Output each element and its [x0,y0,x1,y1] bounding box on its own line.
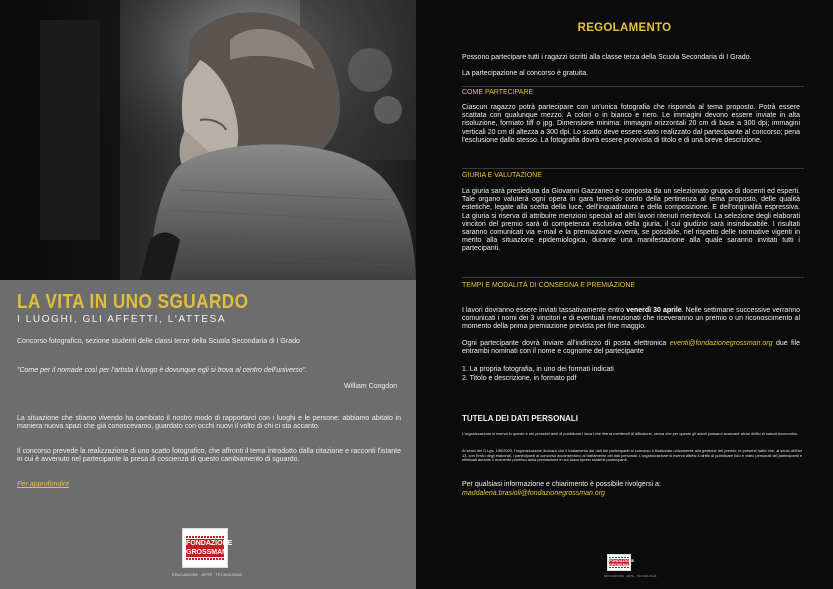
how-to-participate-text: Ciascun ragazzo potrà partecipare con un'unica fotografia che risponda al tema proposto. Potrà essere scattata con qualunque mezzo. A colori o in bianco e nero. Le immagini devono essere inviate in alta risoluzione, formato tiff o jpg. Dimensione minima: immagini orizzontali 20 cm di base a 300 dpi; immagini verticali 20 cm di altezza a 300 dpi. Lo scatto deve essere stato realizzato dal partecipante al concorso; pena l'esclusione dallo stesso. La fotografia dovrà essere provvista di titolo e di una breve descrizione. [462,104,800,144]
contact-email-link[interactable]: maddalena.brasioli@fondazionegrossman.org [462,490,605,497]
logo-caption: EDUCAZIONE · ARTE · TECNOLOGIA [604,574,657,578]
fondazione-grossman-logo [182,528,233,568]
page-subtitle: I LUOGHI, GLI AFFETTI, L'ATTESA [17,314,227,325]
submission-text: Ogni partecipante dovrà inviare all'indirizzo di posta elettronica eventi@fondazionegrossman.org due file entrambi nominati con il nome e cognome del partecipante [462,340,800,356]
logo-line-2: GROSSMAN [609,562,632,567]
quote-author: William Congdon [344,383,397,390]
logo-line-2: GROSSMAN [186,549,228,556]
logo-line-1: FONDAZIONE [186,539,233,547]
quote-text: "Come per il nomade così per l'artista il luogo è dovunque egli si trova al centro dell'universo". [17,367,308,374]
cover-photo [0,0,416,280]
section-jury: GIURIA E VALUTAZIONE [462,172,542,179]
contest-paragraph: Il concorso prevede la realizzazione di uno scatto fotografico, che affronti il tema introdotto dalla citazione e racconti l'istante in cui è avvenuto nel partecipante la presa di coscienza di questo cambiamento di sguardo. [17,448,401,464]
jury-text: La giuria sarà presieduta da Giovanni Gazzaneo e composta da un selezionato gruppo di docenti ed esperti. Tale organo valuterà ogni opera in gara tenendo conto della pertinenza al tema proposto, delle qualità estetiche, legate alla scelta della luce, dell'inquadratura e della composizione. E dell'originalità espressiva. La giuria si riserva di attribuire menzioni speciali ad altri lavori ritenuti meritevoli. La selezione degli elaborati vincitori del premio sarà di competenza esclusiva della giuria, il cui giudizio sarà insindacabile. I risultati saranno comunicati via e-mail e la premiazione avverrà, se possibile, nel rispetto delle normative vigenti in merito alla situazione epidemiologica, durante una manifestazione alla quale saranno invitati tutti i partecipanti. [462,188,800,253]
page-title: LA VITA IN UNO SGUARDO [17,291,249,313]
section-privacy: TUTELA DEI DATI PERSONALI [462,414,578,423]
divider [462,86,804,87]
logo-caption: EDUCAZIONE · ARTE · TECNOLOGIA [172,572,242,577]
divider [462,168,804,169]
front-panel [0,0,416,589]
intro-paragraph: La situazione che stiamo vivendo ha cambiato il nostro modo di rapportarci con i luoghi e le persone: abbiamo abitato in maniera nuova spazi che già conoscevamo, guardato con occhi nuovi il volto di chi ci sta accanto. [17,415,401,431]
regulations-panel [416,0,833,589]
section-deadlines: TEMPI E MODALITÀ DI CONSEGNA E PREMIAZIONE [462,282,636,289]
deadline-text: I lavori dovranno essere inviati tassativamente entro venerdì 30 aprile. Nelle settimane successive verranno comunicati i nomi dei 3 vincitori e di eventuali menzionati che riceveranno un premio o un riconoscimento al momento della prima premiazione prevista per fine maggio. [462,307,800,331]
privacy-text-1: L'organizzazione si riserva in questo e nei prossimi anni di pubblicare i lavori che riterrà meritevoli di diffusione, senza che per questo gli autori possano avanzare alcun diritto di natura economica. [462,431,798,436]
deadline-date: venerdì 30 aprile [626,307,682,314]
privacy-text-2: Ai sensi del D.Lgs. 196/2003, l'organizzazione dichiara che il trattamento dei dati dei partecipanti al concorso è finalizzato unicamente alla gestione del premio; le presenti tratte che, ai sensi dell'art 13, con l'invio degli elaborati, i partecipanti al concorso acconsentono al trattamento dei dati personali. L'organizzazione si riserva altresì il diritto di pubblicare foto e video personali dei partecipanti e effettuati durante il momento pubblico della premiazione in cui siano ripresi studenti partecipanti. [462,448,802,463]
regulations-title: REGOLAMENTO [577,22,672,34]
read-more-link[interactable]: Per approfondire [17,481,70,488]
eligibility-text: Possono partecipare tutti i ragazzi iscritti alla classe terza della Scuola Secondaria di I Grado. [462,54,752,61]
fondazione-grossman-logo [607,554,635,571]
events-email-link[interactable]: eventi@fondazionegrossman.org [669,340,773,347]
list-item: 2. Titolo e descrizione, in formato pdf [462,375,577,382]
free-participation-text: La partecipazione al concorso è gratuita. [462,70,589,77]
divider [462,277,804,278]
section-how-to-participate: COME PARTECIPARE [462,89,534,96]
contest-description: Concorso fotografico, sezione studenti delle classi terze della Scuola Secondaria di I Grado [17,338,300,345]
contact-text: Per qualsiasi informazione e chiarimento è possibile rivolgersi a: [462,481,661,488]
logo-line-1: FONDAZIONE [609,558,635,563]
list-item: 1. La propria fotografia, in uno dei formati indicati [462,366,614,373]
